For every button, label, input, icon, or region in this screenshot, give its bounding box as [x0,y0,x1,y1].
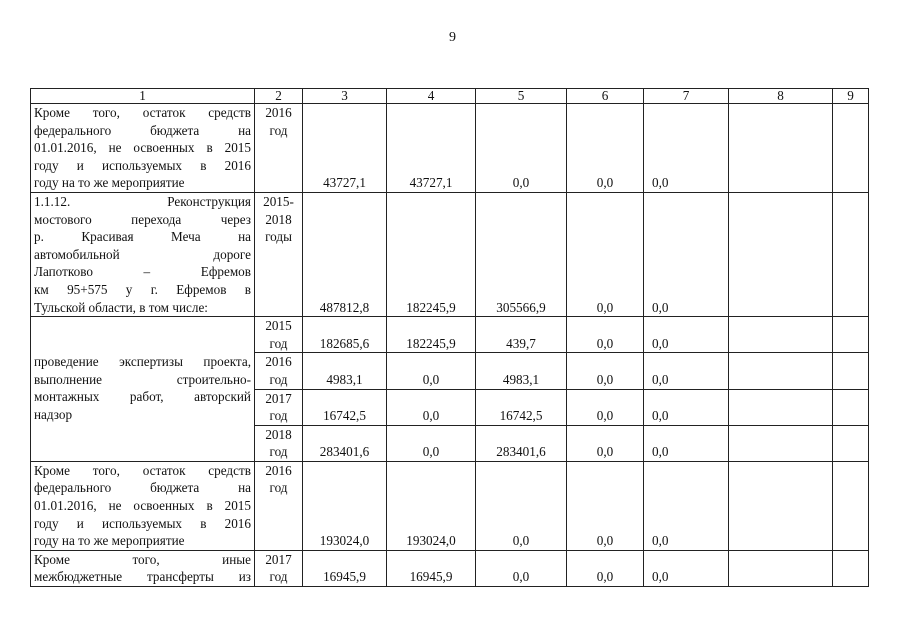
value-col7: 0,0 [644,389,729,425]
value-col3: 16945,9 [303,550,387,586]
table-row [31,317,869,353]
value-col4: 193024,0 [387,461,476,550]
value-col4: 182245,9 [387,192,476,316]
desc-line: федерального бюджета на [34,122,251,138]
desc-line: надзор [34,406,73,422]
value-col4: 0,0 [387,353,476,389]
value-col8 [729,461,833,550]
desc-line: км 95+575 у г. Ефремов в [34,281,251,297]
col-header-9: 9 [833,89,869,104]
value-col5: 439,7 [476,317,567,353]
value-col5: 4983,1 [476,353,567,389]
value-col9 [833,425,869,461]
desc-line: федерального бюджета на [34,480,251,496]
value-col9 [833,353,869,389]
col-header-5: 5 [476,89,567,104]
value-col4: 0,0 [387,389,476,425]
value-col5: 305566,9 [476,192,567,316]
value-col6: 0,0 [567,389,644,425]
value-col3: 182685,6 [303,317,387,353]
desc-line: году на то же мероприятие [34,533,185,549]
desc-line: 01.01.2016, не освоенных в 2015 [34,498,251,514]
desc-line: Кроме того, иные [34,551,251,567]
value-col3: 283401,6 [303,425,387,461]
year-cell: 2015-2018 годы [255,192,303,316]
year-cell: 2018 год [255,425,303,461]
value-col6: 0,0 [567,425,644,461]
desc-line: межбюджетные трансферты из [34,569,251,585]
table-row [31,461,869,550]
desc-line: проведение экспертизы проекта, [34,354,251,370]
page-number: 9 [449,30,456,45]
desc-line: Лапотково – Ефремов [34,264,251,280]
table-row [31,550,869,586]
value-col5: 283401,6 [476,425,567,461]
row-description [31,461,255,550]
value-col8 [729,425,833,461]
value-col4: 0,0 [387,425,476,461]
year-cell: 2016 год [255,104,303,193]
desc-line: 01.01.2016, не освоенных в 2015 [34,140,251,156]
col-header-2: 2 [255,89,303,104]
value-col9 [833,389,869,425]
desc-line: Кроме того, остаток средств [34,105,251,120]
value-col9 [833,550,869,586]
value-col7: 0,0 [644,550,729,586]
value-col9 [833,317,869,353]
year-cell: 2015 год [255,317,303,353]
value-col7: 0,0 [644,192,729,316]
value-col5: 0,0 [476,461,567,550]
value-col9 [833,192,869,316]
col-header-7: 7 [644,89,729,104]
desc-line: году на то же мероприятие [34,175,185,191]
col-header-8: 8 [729,89,833,104]
value-col9 [833,104,869,193]
value-col6: 0,0 [567,550,644,586]
desc-line: мостового перехода через [34,211,251,227]
value-col8 [729,317,833,353]
value-col7: 0,0 [644,425,729,461]
value-col4: 43727,1 [387,104,476,193]
value-col3: 193024,0 [303,461,387,550]
value-col8 [729,104,833,193]
value-col6: 0,0 [567,317,644,353]
col-header-3: 3 [303,89,387,104]
value-col4: 182245,9 [387,317,476,353]
value-col3: 4983,1 [303,353,387,389]
desc-line: 1.1.12. Реконструкция [34,193,251,209]
value-col5: 0,0 [476,550,567,586]
value-col3: 16742,5 [303,389,387,425]
value-col7: 0,0 [644,317,729,353]
desc-line: р. Красивая Меча на [34,229,251,245]
value-col8 [729,550,833,586]
value-col6: 0,0 [567,353,644,389]
value-col7: 0,0 [644,104,729,193]
value-col8 [729,353,833,389]
year-cell: 2017 год [255,389,303,425]
year-cell: 2017 год [255,550,303,586]
value-col7: 0,0 [644,353,729,389]
desc-line: выполнение строительно- [34,371,251,387]
table-row [31,192,869,316]
value-col3: 487812,8 [303,192,387,316]
desc-line: Тульской области, в том числе: [34,299,208,315]
value-col7: 0,0 [644,461,729,550]
group-description [31,317,255,462]
value-col5: 16742,5 [476,389,567,425]
desc-line: автомобильной дороге [34,246,251,262]
row-description [31,104,255,193]
value-col6: 0,0 [567,192,644,316]
value-col4: 16945,9 [387,550,476,586]
value-col5: 0,0 [476,104,567,193]
value-col8 [729,389,833,425]
desc-line: монтажных работ, авторский [34,389,251,405]
desc-line: году и используемых в 2016 [34,157,251,173]
table-row [31,104,869,193]
column-number-header [31,89,869,104]
budget-table [30,88,869,587]
col-header-4: 4 [387,89,476,104]
value-col9 [833,461,869,550]
col-header-1: 1 [31,89,255,104]
row-description [31,192,255,316]
desc-line: Кроме того, остаток средств [34,462,251,478]
value-col6: 0,0 [567,461,644,550]
desc-line: году и используемых в 2016 [34,515,251,531]
col-header-6: 6 [567,89,644,104]
value-col6: 0,0 [567,104,644,193]
value-col8 [729,192,833,316]
year-cell: 2016 год [255,353,303,389]
value-col3: 43727,1 [303,104,387,193]
year-cell: 2016 год [255,461,303,550]
row-description [31,550,255,586]
